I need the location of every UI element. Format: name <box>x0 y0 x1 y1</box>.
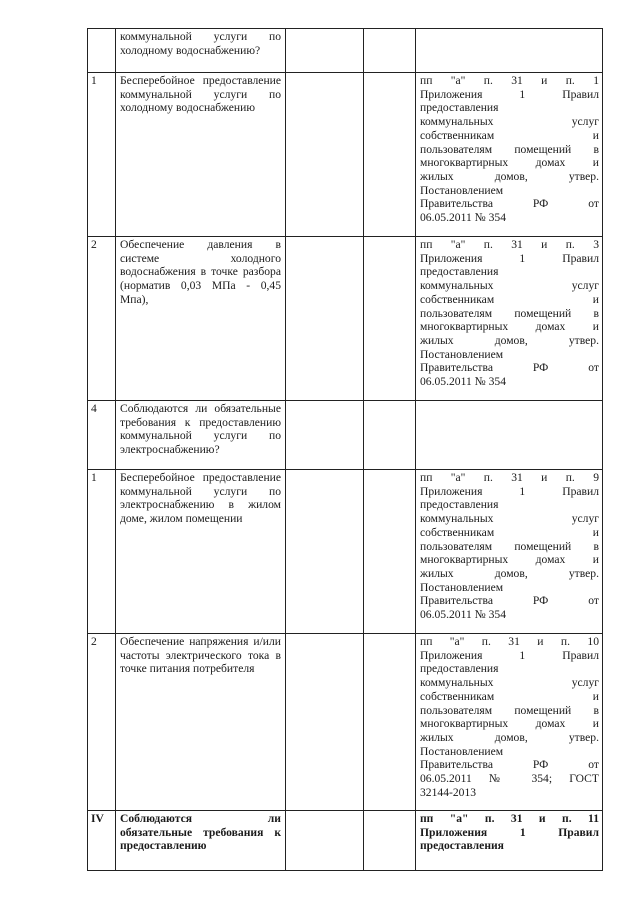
row-number-cell: 2 <box>88 237 116 401</box>
legal-reference-line: 06.05.2011 № 354; ГОСТ <box>420 772 599 786</box>
legal-reference-line: предоставления <box>420 265 499 279</box>
legal-reference-line: коммунальных услуг <box>420 115 599 129</box>
requirement-description-cell: Соблюдаются ли обязательные требования к предоставлению <box>116 811 286 871</box>
table-row <box>88 470 603 634</box>
legal-reference-cell <box>416 237 603 401</box>
note-cell <box>364 634 416 811</box>
answer-cell <box>286 811 364 871</box>
answer-cell <box>286 470 364 634</box>
legal-reference-line: пп "а" п. 31 и п. 10 <box>420 635 599 648</box>
legal-reference-line: жилых домов, утвер. <box>420 566 599 580</box>
legal-reference-line: Приложения 1 Правил <box>420 648 599 662</box>
legal-reference-line: 06.05.2011 № 354 <box>420 608 506 622</box>
note-cell <box>364 73 416 237</box>
table-row <box>88 634 603 811</box>
table-row <box>88 29 603 73</box>
legal-reference-line: Правительства РФ от <box>420 758 599 772</box>
legal-reference-line: предоставления <box>420 839 504 853</box>
legal-reference-line: собственникам и <box>420 292 599 306</box>
legal-reference-line: многоквартирных домах и <box>420 717 599 731</box>
legal-reference-line: собственникам и <box>420 128 599 142</box>
legal-reference-line: Постановлением <box>420 580 504 594</box>
answer-cell <box>286 634 364 811</box>
legal-reference-line: пользователям помещений в <box>420 703 599 717</box>
legal-reference-line: пользователям помещений в <box>420 142 599 156</box>
legal-reference-line: коммунальных услуг <box>420 512 599 526</box>
legal-reference-line: пользователям помещений в <box>420 539 599 553</box>
table-row <box>88 811 603 871</box>
legal-reference-line: Приложения 1 Правил <box>420 825 599 839</box>
row-number-cell <box>88 29 116 73</box>
row-number-cell: 4 <box>88 401 116 470</box>
legal-reference-line: 32144-2013 <box>420 785 477 799</box>
legal-reference-cell <box>416 634 603 811</box>
requirement-description-cell: Бесперебойное предоставление коммунальной услуги по холодному водоснабжению <box>116 73 286 237</box>
legal-reference-line: Правительства РФ от <box>420 594 599 608</box>
requirement-description-cell: Бесперебойное предоставление коммунальной услуги по электроснабжению в жилом доме, жилом помещении <box>116 470 286 634</box>
requirements-table-body <box>88 29 603 871</box>
requirement-description-cell: Обеспечение давления в системе холодного водоснабжения в точке разбора (норматив 0,03 МПа - 0,45 Мпа), <box>116 237 286 401</box>
legal-reference-line: жилых домов, утвер. <box>420 169 599 183</box>
legal-reference-cell <box>416 470 603 634</box>
legal-reference-line: пп "а" п. 31 и п. 11 <box>420 812 599 825</box>
note-cell <box>364 237 416 401</box>
table-row <box>88 73 603 237</box>
legal-reference-line: пп "а" п. 31 и п. 9 <box>420 471 599 484</box>
note-cell <box>364 401 416 470</box>
legal-reference-line: 06.05.2011 № 354 <box>420 211 506 225</box>
legal-reference-cell <box>416 401 603 470</box>
legal-reference-line: Постановлением <box>420 347 504 361</box>
legal-reference-line: многоквартирных домах и <box>420 156 599 170</box>
legal-reference-line: собственникам и <box>420 689 599 703</box>
note-cell <box>364 811 416 871</box>
requirement-description-cell: Соблюдаются ли обязательные требования к предоставлению коммунальной услуги по электроснабжению? <box>116 401 286 470</box>
legal-reference-line: жилых домов, утвер. <box>420 333 599 347</box>
legal-reference-line: коммунальных услуг <box>420 676 599 690</box>
legal-reference-cell <box>416 29 603 73</box>
legal-reference-line: многоквартирных домах и <box>420 553 599 567</box>
requirements-table <box>87 28 603 871</box>
legal-reference-line: собственникам и <box>420 525 599 539</box>
row-number-cell: 2 <box>88 634 116 811</box>
answer-cell <box>286 237 364 401</box>
legal-reference-line: Приложения 1 Правил <box>420 87 599 101</box>
note-cell <box>364 470 416 634</box>
legal-reference-line: жилых домов, утвер. <box>420 730 599 744</box>
requirement-description-cell: коммунальной услуги по холодному водоснабжению? <box>116 29 286 73</box>
table-row <box>88 237 603 401</box>
requirement-description-cell: Обеспечение напряжения и/или частоты электрического тока в точке питания потребителя <box>116 634 286 811</box>
legal-reference-line: пп "а" п. 31 и п. 1 <box>420 74 599 87</box>
table-row <box>88 401 603 470</box>
legal-reference-line: коммунальных услуг <box>420 279 599 293</box>
row-number-cell: IV <box>88 811 116 871</box>
legal-reference-line: предоставления <box>420 662 499 676</box>
legal-reference-line: Правительства РФ от <box>420 361 599 375</box>
legal-reference-line: пользователям помещений в <box>420 306 599 320</box>
note-cell <box>364 29 416 73</box>
legal-reference-line: Приложения 1 Правил <box>420 251 599 265</box>
legal-reference-cell <box>416 73 603 237</box>
legal-reference-line: многоквартирных домах и <box>420 320 599 334</box>
legal-reference-line: пп "а" п. 31 и п. 3 <box>420 238 599 251</box>
answer-cell <box>286 29 364 73</box>
legal-reference-line: 06.05.2011 № 354 <box>420 375 506 389</box>
legal-reference-line: предоставления <box>420 498 499 512</box>
legal-reference-line: Приложения 1 Правил <box>420 484 599 498</box>
answer-cell <box>286 73 364 237</box>
answer-cell <box>286 401 364 470</box>
legal-reference-line: Правительства РФ от <box>420 197 599 211</box>
legal-reference-cell <box>416 811 603 871</box>
legal-reference-line: Постановлением <box>420 183 504 197</box>
row-number-cell: 1 <box>88 73 116 237</box>
legal-reference-line: предоставления <box>420 101 499 115</box>
legal-reference-line: Постановлением <box>420 744 504 758</box>
row-number-cell: 1 <box>88 470 116 634</box>
